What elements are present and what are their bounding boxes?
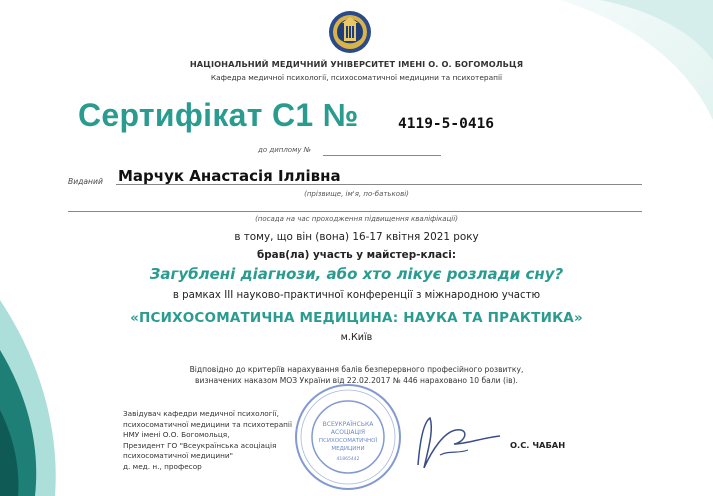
svg-text:ПСИХОСОМАТИЧНОЇ: ПСИХОСОМАТИЧНОЇ (318, 438, 378, 444)
position-line (68, 211, 642, 212)
signatory-name: О.С. ЧАБАН (510, 440, 566, 450)
svg-text:ВСЕУКРАЇНСЬКА: ВСЕУКРАЇНСЬКА (322, 421, 374, 428)
diploma-number-line (323, 155, 441, 156)
city: м.Київ (340, 332, 373, 343)
holder-name: Марчук Анастасія Іллівна (118, 167, 341, 185)
position-hint: (посада на час проходження підвищення кваліфікації) (255, 215, 458, 223)
diploma-label: до диплому № (258, 146, 311, 154)
university-emblem-icon (326, 8, 374, 56)
criteria-line-2: визначених наказом МОЗ України від 22.02.2017 № 446 нараховано 10 бали (ів). (195, 376, 518, 385)
certificate-title: Сертифікат С1 № (78, 97, 359, 133)
signatory-role: Завідувач кафедри медичної психології, психосоматичної медицини та психотерапії НМУ імені О.О. Богомольця, Президент ГО "Всеукраїнська асоціація психосоматичної медицини" д. мед. н., професор (123, 409, 292, 471)
handwritten-signature-icon (410, 410, 510, 480)
svg-text:МЕДИЦИНИ: МЕДИЦИНИ (331, 446, 365, 452)
svg-text:АСОЦІАЦІЯ: АСОЦІАЦІЯ (330, 429, 366, 436)
certificate-number: 4119-5-0416 (398, 116, 495, 132)
conference-intro: в рамках III науково-практичної конференції з міжнародною участю (172, 290, 541, 301)
name-hint: (прізвище, ім'я, по-батькові) (304, 190, 409, 198)
university-name: НАЦІОНАЛЬНИЙ МЕДИЧНИЙ УНІВЕРСИТЕТ ІМЕНІ О. О. БОГОМОЛЬЦЯ (189, 59, 524, 69)
master-class-topic: Загублені діагнози, або хто лікує розлади сну? (149, 265, 564, 283)
date-line: в тому, що він (вона) 16-17 квітня 2021 року (234, 231, 479, 243)
department-name: Кафедра медичної психології, психосоматичної медицини та психотерапії (210, 73, 503, 82)
criteria-line-1: Відповідно до критеріїв нарахування балів безперервного професійного розвитку, (189, 365, 524, 374)
issued-label: Виданий (68, 177, 103, 186)
conference-title: «ПСИХОСОМАТИЧНА МЕДИЦИНА: НАУКА ТА ПРАКТИКА» (130, 310, 583, 326)
svg-text:41865442: 41865442 (336, 457, 360, 462)
participation-line: брав(ла) участь у майстер-класі: (256, 249, 456, 261)
association-stamp-icon (292, 381, 404, 493)
